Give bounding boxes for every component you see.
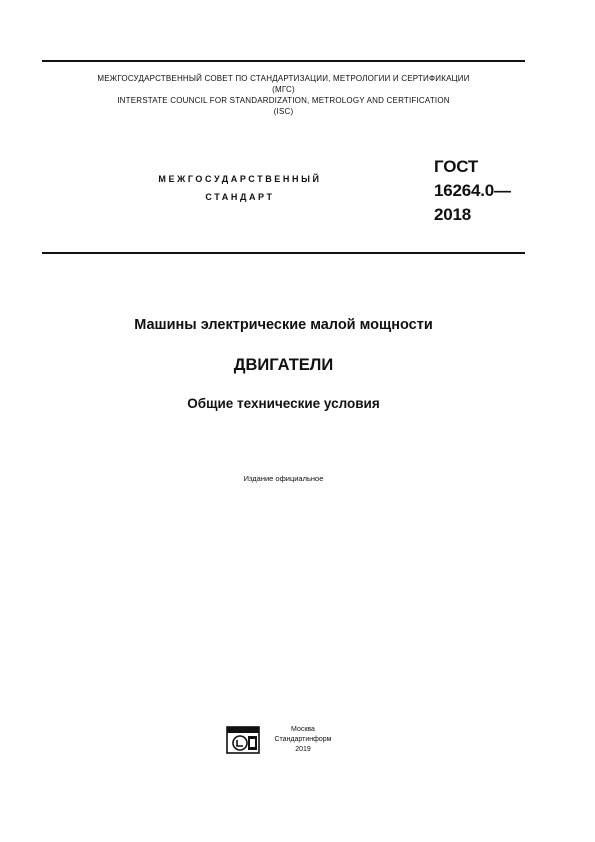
- council-abbr-en: (ISC): [273, 107, 294, 116]
- standard-kind: [90, 170, 390, 206]
- edition-note: Издание официальное: [243, 474, 324, 483]
- standard-code-line1: ГОСТ: [434, 157, 479, 176]
- council-abbr-ru: (МГС): [272, 85, 295, 94]
- imprint-publisher: Стандартинформ: [274, 736, 332, 743]
- standard-kind-line2: СТАНДАРТ: [205, 192, 275, 202]
- imprint-year: 2019: [295, 746, 311, 753]
- standard-code-line3: 2018: [434, 205, 472, 224]
- top-rule: [42, 60, 525, 62]
- imprint-city: Москва: [291, 726, 315, 733]
- document-title-line1: Машины электрические малой мощности: [134, 317, 433, 333]
- standard-code: [434, 155, 511, 227]
- middle-rule: [42, 252, 525, 254]
- council-name-ru: МЕЖГОСУДАРСТВЕННЫЙ СОВЕТ ПО СТАНДАРТИЗАЦИИ, МЕТРОЛОГИИ И СЕРТИФИКАЦИИ: [97, 74, 470, 83]
- document-title-line3: Общие технические условия: [187, 396, 380, 411]
- standard-kind-line1: МЕЖГОСУДАРСТВЕННЫЙ: [158, 174, 322, 184]
- document-title-line2: ДВИГАТЕЛИ: [233, 356, 334, 374]
- council-name-en: INTERSTATE COUNCIL FOR STANDARDIZATION, METROLOGY AND CERTIFICATION: [117, 96, 450, 105]
- imprint: [263, 725, 343, 755]
- council-header: [42, 73, 525, 117]
- standard-code-line2: 16264.0—: [434, 181, 511, 200]
- standartinform-logo-icon: [226, 726, 260, 754]
